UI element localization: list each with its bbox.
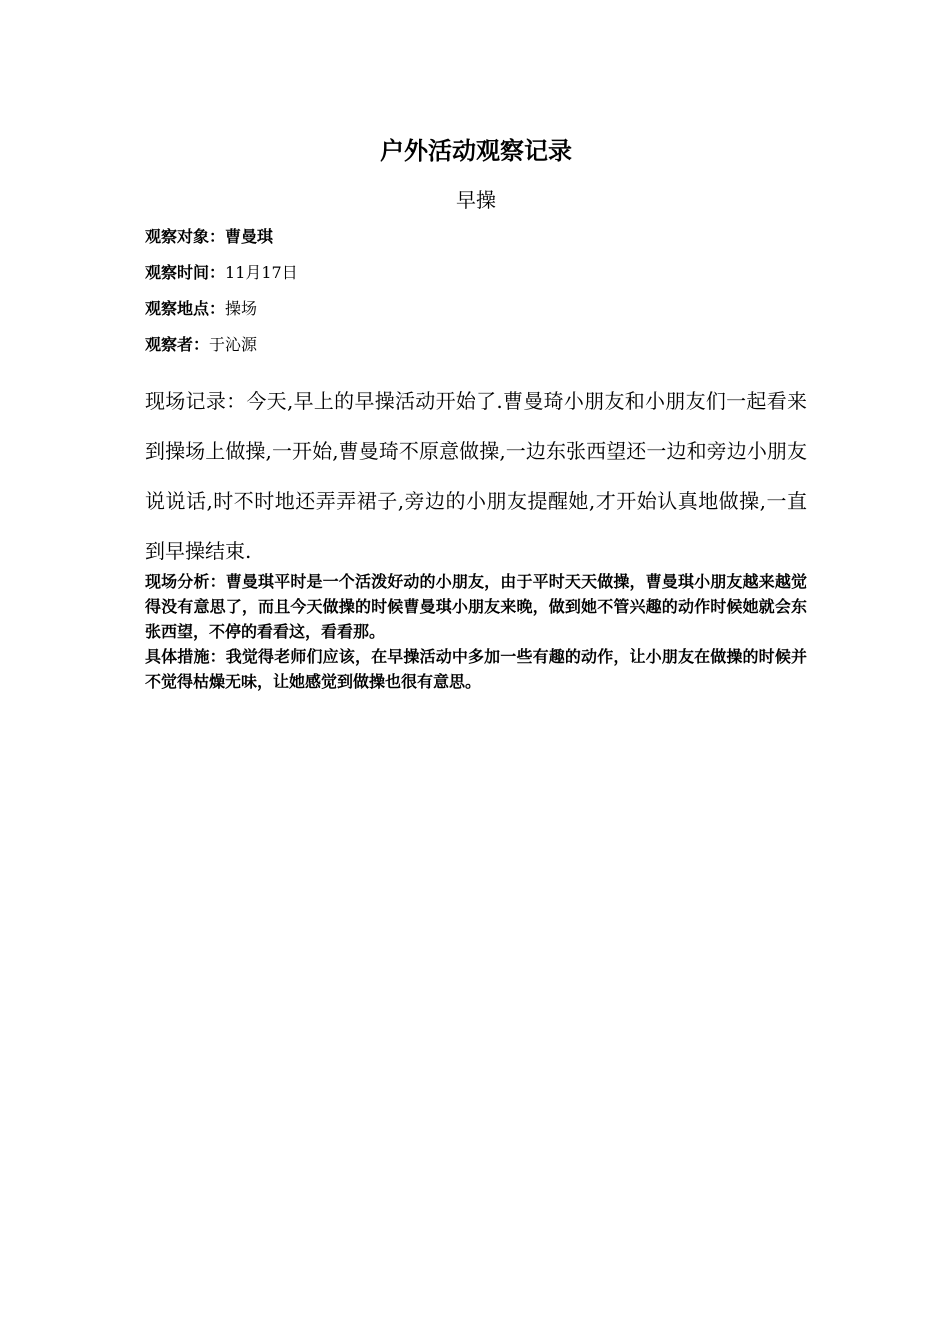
specific-measures: 具体措施：我觉得老师们应该，在早操活动中多加一些有趣的动作，让小朋友在做操的时候并不觉得枯燥无味，让她感觉到做操也很有意思。 bbox=[145, 647, 807, 691]
meta-label: 观察者： bbox=[145, 335, 210, 354]
document-subtitle: 早操 bbox=[456, 188, 496, 212]
document-title: 户外活动观察记录 bbox=[380, 137, 572, 165]
on-site-record: 现场记录：今天,早上的早操活动开始了.曹曼琦小朋友和小朋友们一起看来到操场上做操,一开始,曹曼琦不原意做操,一边东张西望还一边和旁边小朋友说说话,时不时地还弄弄裙子,旁边的小朋友提醒她,才开始认真地做操,一直到早操结束. bbox=[145, 389, 807, 563]
meta-value: 于沁源 bbox=[209, 335, 258, 354]
meta-label: 观察时间： bbox=[145, 263, 226, 282]
meta-observed-time bbox=[145, 262, 298, 284]
meta-label: 观察地点： bbox=[145, 299, 226, 318]
on-site-analysis: 现场分析：曹曼琪平时是一个活泼好动的小朋友，由于平时天天做操，曹曼琪小朋友越来越觉得没有意思了，而且今天做操的时候曹曼琪小朋友来晚，做到她不管兴趣的动作时候她就会东张西望，不停的看看这，看看那。 bbox=[145, 572, 807, 641]
meta-value: 操场 bbox=[225, 299, 258, 318]
meta-observed-place bbox=[145, 298, 257, 320]
meta-value: 11月17日 bbox=[225, 263, 298, 282]
meta-observed-subject bbox=[145, 226, 273, 248]
meta-value: 曹曼琪 bbox=[225, 227, 274, 246]
meta-observer bbox=[145, 334, 257, 356]
meta-label: 观察对象： bbox=[145, 227, 226, 246]
